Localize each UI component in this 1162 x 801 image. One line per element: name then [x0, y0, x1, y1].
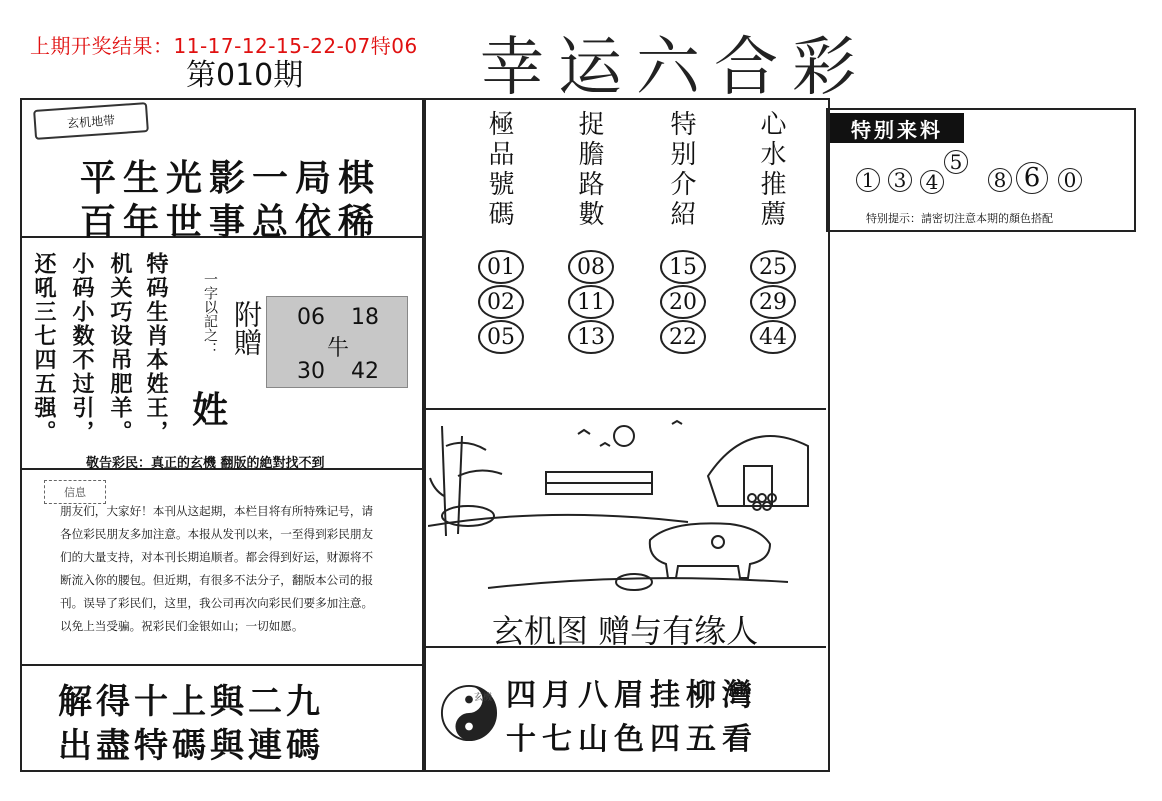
middle-poem-line-1: 四月八眉挂柳灣 [506, 678, 758, 713]
divider [422, 408, 826, 410]
verse-column: 机关巧设吊肥羊。 [107, 252, 132, 444]
number-circle: 13 [568, 320, 614, 354]
picture-caption: 玄机图 赠与有缘人 [492, 612, 759, 650]
gift-number: 42 [351, 359, 379, 384]
column-heading: 特别介紹 [666, 110, 696, 230]
gift-label: 附贈 [230, 300, 263, 356]
number-circle: 01 [478, 250, 524, 284]
special-number: 8 [988, 168, 1012, 192]
birds [578, 421, 682, 446]
number-circle: 05 [478, 320, 524, 354]
gift-numbers-box [266, 296, 408, 388]
poem-line-1: 平生光影一局棋 [80, 158, 382, 199]
special-number: 5 [944, 150, 968, 174]
verse-column: 小码小数不过引， [69, 252, 94, 444]
column-heading: 心水推薦 [756, 110, 786, 230]
column-heading: 捉膽路數 [574, 110, 604, 230]
verse-column: 特码生肖本姓王， [143, 252, 168, 444]
special-tip: 特别提示：請密切注意本期的顏色搭配 [866, 212, 1053, 225]
letter-stamp: 信息 [44, 480, 106, 504]
sun [614, 426, 634, 446]
bottom-poem-line-2: 出盡特碼與連碼 [58, 726, 324, 766]
special-number: 0 [1058, 168, 1082, 192]
gift-number: 06 [297, 305, 325, 330]
warning-text: 敬告彩民：真正的玄機 翻版的絶對找不到 [86, 456, 325, 471]
column-heading: 極品號碼 [484, 110, 514, 230]
special-heading: 特别来料 [830, 113, 964, 143]
gift-number: 30 [297, 359, 325, 384]
verse-column: 还吼三七四五强。 [31, 252, 56, 444]
special-number: 3 [888, 168, 912, 192]
number-circle: 44 [750, 320, 796, 354]
gift-zodiac: 牛 [327, 336, 350, 361]
riddle-illustration [428, 416, 824, 600]
number-circle: 08 [568, 250, 614, 284]
number-circle: 15 [660, 250, 706, 284]
previous-result: 上期开奖结果：11-17-12-15-22-07特06 [30, 34, 418, 58]
rock [616, 574, 652, 590]
bottom-poem-line-1: 解得十上與二九 [58, 682, 324, 722]
column-stamp: 玄机地带 [33, 102, 149, 140]
poem-line-2: 百年世事总依稀 [80, 202, 382, 243]
number-circle: 20 [660, 285, 706, 319]
special-number: 1 [856, 168, 880, 192]
pig-spot [712, 536, 724, 548]
bamboo-leaves [430, 443, 502, 496]
special-number: 6 [1016, 162, 1048, 194]
middle-poem-line-2: 十七山色四五看 [506, 722, 758, 757]
number-circle: 02 [478, 285, 524, 319]
page-title: 幸运六合彩 [480, 31, 870, 105]
number-circle: 11 [568, 285, 614, 319]
ground [428, 515, 788, 588]
letter-text: 朋友们，大家好！本刊从这起期，本栏目将有所特殊记号，请各位彩民朋友多加注意。本报从发刊以来，一至得到彩民朋友们的大量支持，对本刊长期追顺者。都会得到好运，财源将不断流入你的腰包。但近期，有很多不法分子，翻版本公司的报刊。误导了彩民们，这里，我公司再次向彩民们要多加注意。以免上当受骗。祝彩民们金银如山；一切如愿。 [60, 504, 374, 633]
number-circle: 22 [660, 320, 706, 354]
rock [442, 506, 494, 526]
number-circle: 29 [750, 285, 796, 319]
gift-hint: 一字以記之： [202, 272, 218, 356]
pig [650, 523, 770, 578]
bamboo-stalk [458, 436, 462, 534]
special-number: 4 [920, 170, 944, 194]
gift-number: 18 [351, 305, 379, 330]
number-circle: 25 [750, 250, 796, 284]
surname-label: 姓 [192, 390, 229, 431]
issue-number: 第010期 [186, 58, 304, 93]
yin-yang-text: 玄機 [474, 693, 493, 703]
divider [20, 664, 422, 666]
